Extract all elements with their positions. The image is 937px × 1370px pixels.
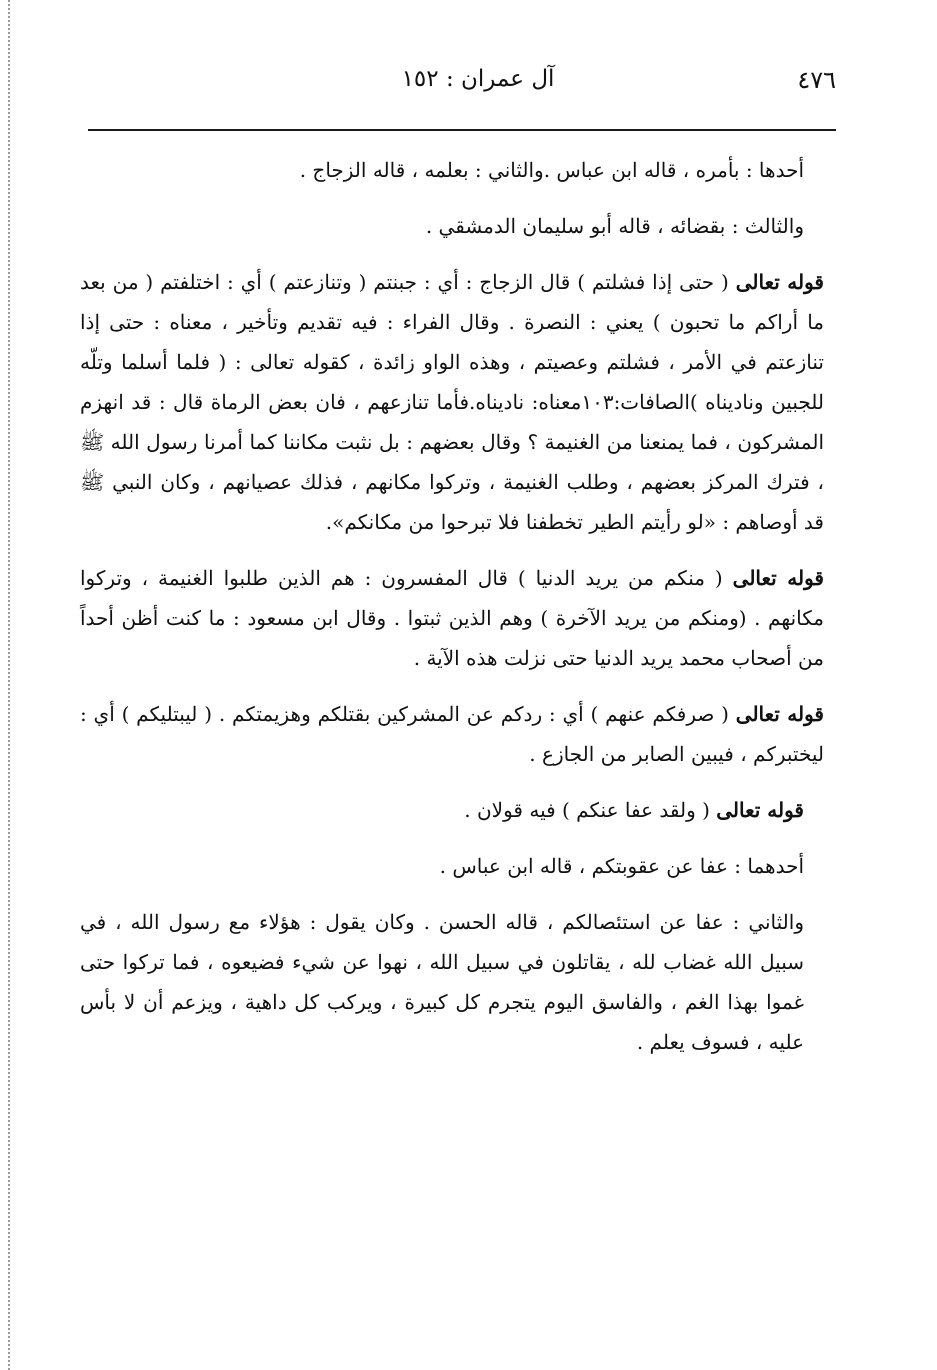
paragraph-3-text: ( حتى إذا فشلتم ) قال الزجاج : أي : جبنتم ( وتنازعتم ) أي : اختلفتم ( من بعد ما أراكم ما تحبون ) يعني : النصرة . وقال الفراء : فيه تقديم وتأخير ، معناه : حتى إذا تنازعتم في الأمر ، فشلتم وعصيتم ، وهذه الواو زائدة ، كقوله تعالى : ( فلما أسلما وتلّه للجبين وناديناه )الصافات:١٠٣معناه: ناديناه.فأما تنازعهم ، فان بعض الرماة قال : قد انهزم المشركون ، فما يمنعنا من الغنيمة ؟ وقال بعضهم : بل نثبت مكاننا كما أمرنا رسول الله ﷺ ، فترك المركز بعضهم ، وطلب الغنيمة ، وتركوا مكانهم ، فذلك عصيانهم ، وكان النبي ﷺ قد أوصاهم : «لو رأيتم الطير تخطفنا فلا تبرحوا من مكانكم». xyxy=(80,270,824,534)
text-body xyxy=(80,150,824,1078)
paragraph-6-lead: قوله تعالى xyxy=(716,798,804,822)
paragraph-6-text: ( ولقد عفا عنكم ) فيه قولان . xyxy=(464,798,717,822)
paragraph-7-text: أحدهما : عفا عن عقوبتكم ، قاله ابن عباس . xyxy=(439,854,804,878)
paragraph-8-text: والثاني : عفا عن استئصالكم ، قاله الحسن . وكان يقول : هؤلاء مع رسول الله ، في سبيل الله غضاب لله ، يقاتلون في سبيل الله ، نهوا عن شيء فضيعوه ، فما تركوا حتى غموا بهذا الغم ، والفاسق اليوم يتجرم كل كبيرة ، ويركب كل داهية ، ويزعم أن لا بأس عليه ، فسوف يعلم . xyxy=(80,910,804,1054)
paragraph-3-lead: قوله تعالى xyxy=(735,270,824,294)
paragraph-4 xyxy=(80,558,824,678)
page-number: ٤٧٦ xyxy=(797,66,836,94)
paragraph-4-text: ( منكم من يريد الدنيا ) قال المفسرون : هم الذين طلبوا الغنيمة ، وتركوا مكانهم . (ومنكم من يريد الآخرة ) وهم الذين ثبتوا . وقال ابن مسعود : ما كنت أظن أحداً من أصحاب محمد يريد الدنيا حتى نزلت هذه الآية . xyxy=(80,566,824,670)
paragraph-1 xyxy=(80,150,824,190)
paragraph-1-text: أحدها : بأمره ، قاله ابن عباس .والثاني : بعلمه ، قاله الزجاج . xyxy=(299,158,804,182)
paragraph-8 xyxy=(80,902,824,1062)
header-rule xyxy=(88,129,836,131)
paragraph-5-text: ( صرفكم عنهم ) أي : ردكم عن المشركين بقتلكم وهزيمتكم . ( ليبتليكم ) أي : ليختبركم ، فيبين الصابر من الجازع . xyxy=(80,702,824,766)
paragraph-4-lead: قوله تعالى xyxy=(732,566,824,590)
paragraph-3 xyxy=(80,262,824,542)
page-header xyxy=(88,66,836,126)
paragraph-5-lead: قوله تعالى xyxy=(735,702,824,726)
paragraph-2-text: والثالث : بقضائه ، قاله أبو سليمان الدمشقي . xyxy=(425,214,804,238)
paragraph-7 xyxy=(80,846,824,886)
paragraph-5 xyxy=(80,694,824,774)
page-edge-dotted-line xyxy=(8,0,10,1370)
paragraph-2 xyxy=(80,206,824,246)
paragraph-6 xyxy=(80,790,824,830)
running-title: آل عمران : ١٥٢ xyxy=(401,66,555,92)
